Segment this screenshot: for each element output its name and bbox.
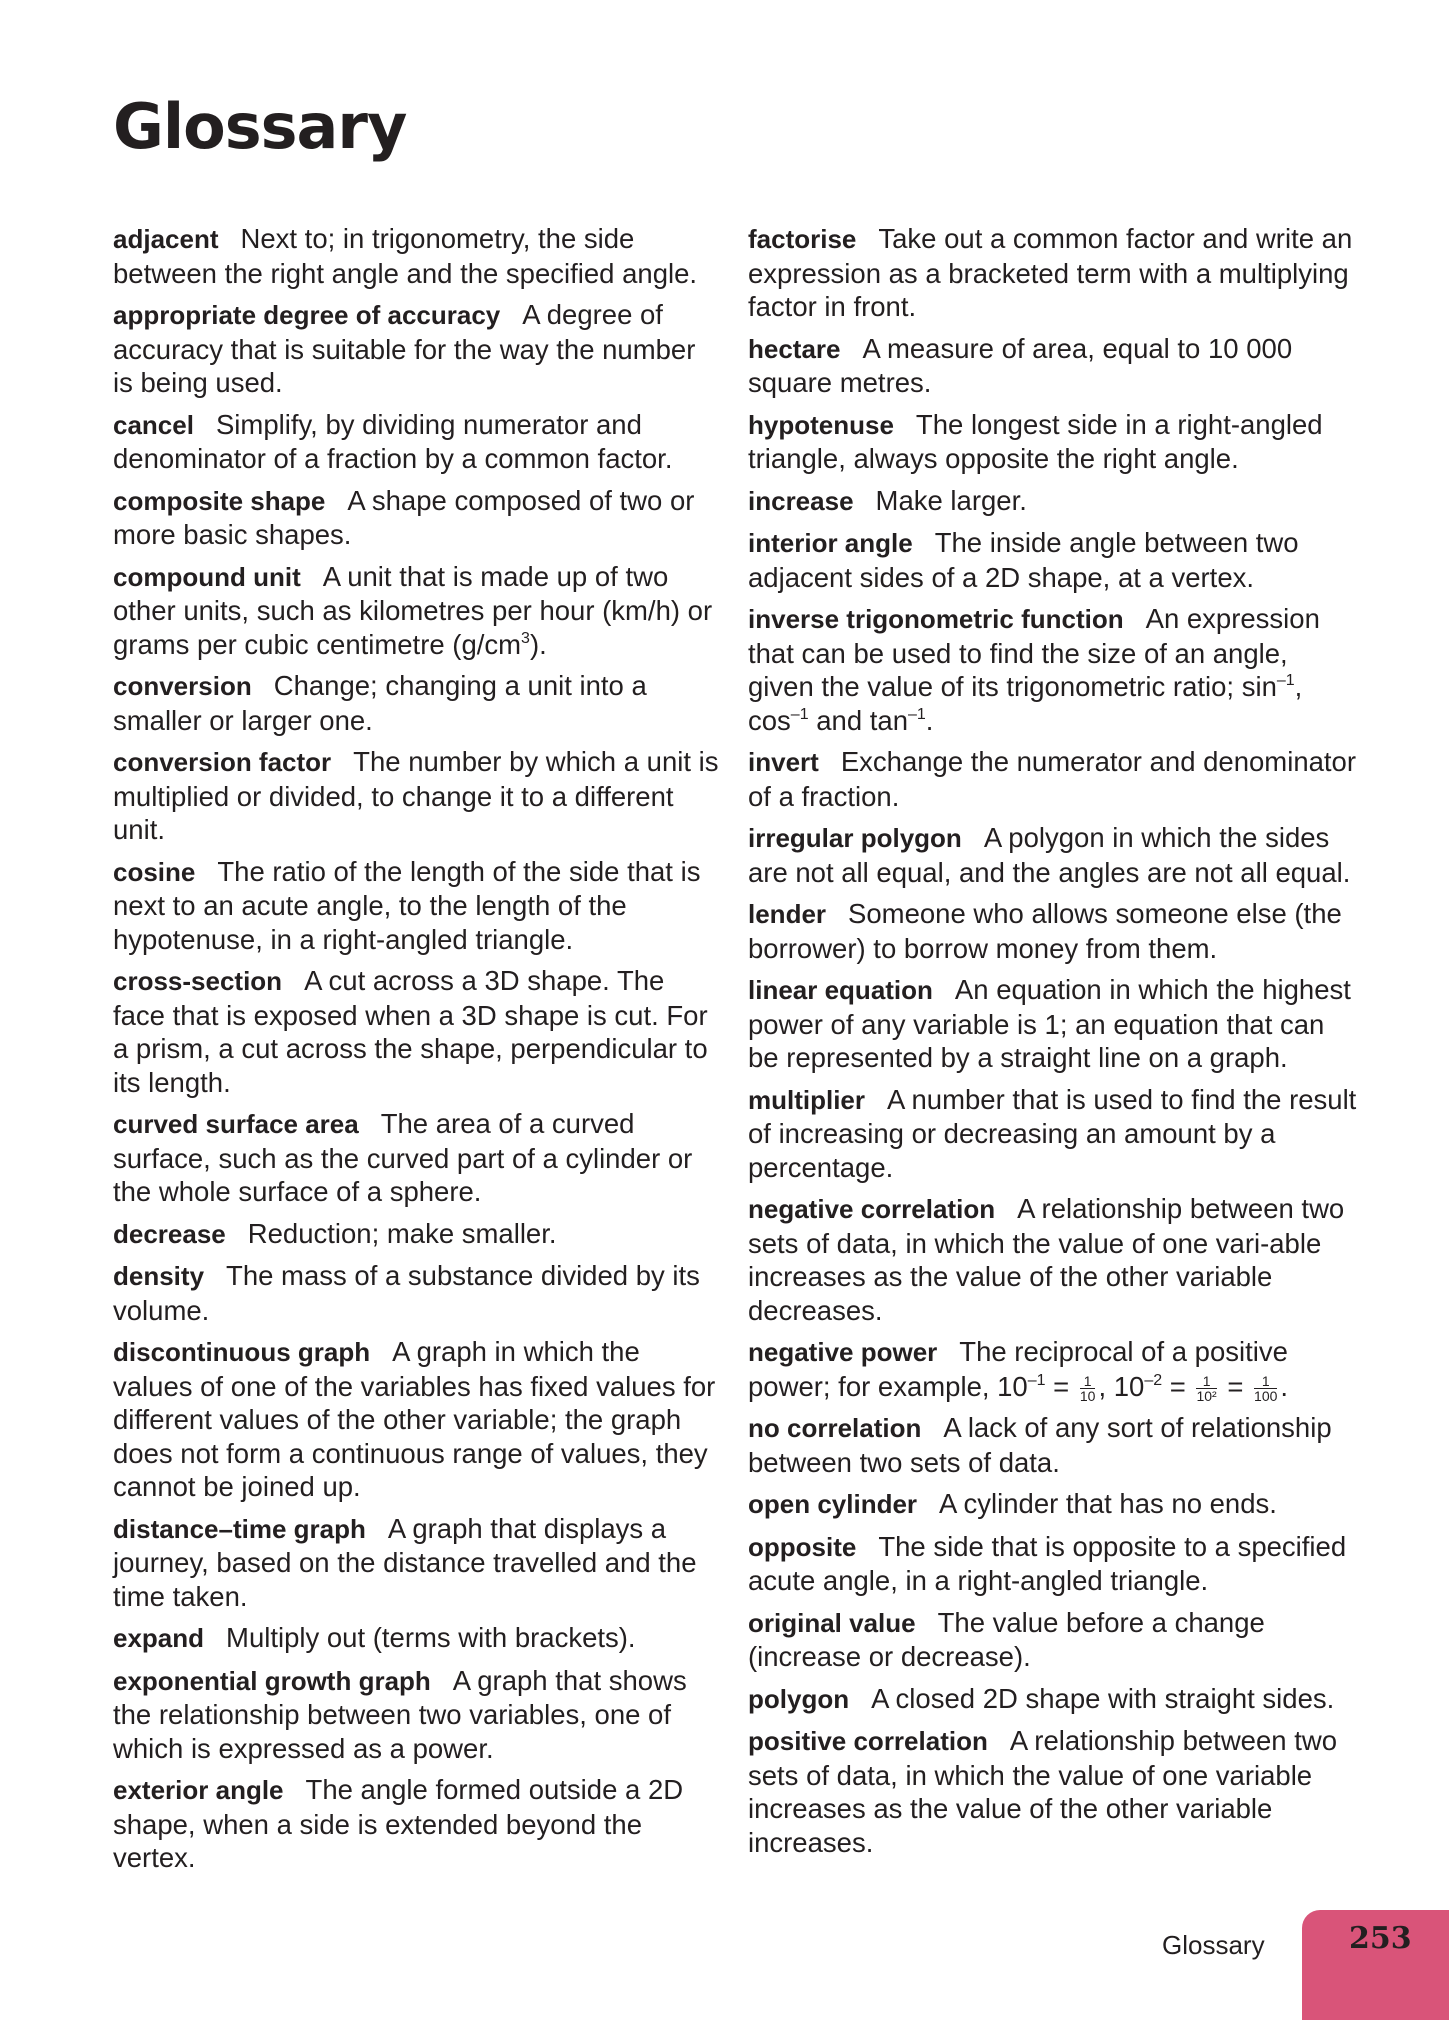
superscript: –1: [1027, 1371, 1046, 1389]
glossary-term: exterior angle: [113, 1775, 284, 1805]
glossary-entry-negative-power: [748, 1335, 1358, 1403]
glossary-entry-expand: [113, 1621, 719, 1656]
glossary-term: invert: [748, 747, 819, 777]
glossary-entry-distance-time-graph: [113, 1512, 719, 1614]
glossary-term: negative power: [748, 1337, 938, 1367]
glossary-term: conversion: [113, 671, 252, 701]
glossary-entry-no-correlation: [748, 1411, 1358, 1479]
glossary-entry-conversion-factor: [113, 745, 719, 847]
fraction-numerator: 1: [1254, 1374, 1277, 1389]
glossary-term: adjacent: [113, 224, 219, 254]
glossary-definition: A lack of any sort of relationship between two sets of data.: [748, 1412, 1332, 1478]
superscript: 3: [521, 629, 530, 647]
glossary-definition: A closed 2D shape with straight sides.: [871, 1682, 1335, 1714]
glossary-term: compound unit: [113, 561, 301, 592]
glossary-term: negative correlation: [748, 1194, 996, 1224]
glossary-term: density: [113, 1261, 205, 1291]
definition-part: and tan: [808, 704, 908, 736]
glossary-definition: An equation in which the highest power of any variable is 1; an equation that can be represented by a straight line on a graph.: [748, 974, 1351, 1073]
footer-section-label: Glossary: [1162, 1930, 1265, 1960]
glossary-definition: An expression that can be used to find the size of an angle, given the value of its trigonometric ratio; sin: [748, 603, 1320, 702]
glossary-term: appropriate degree of accuracy: [113, 300, 501, 330]
equals-sign: =: [1045, 1370, 1077, 1402]
glossary-definition: A unit that is made up of two other units, such as kilometres per hour (km/h) or grams per cubic centimetre (g/cm: [113, 560, 713, 660]
fraction-denominator: 100: [1254, 1387, 1278, 1404]
glossary-entry-discontinuous-graph: [113, 1335, 719, 1504]
glossary-definition: Reduction; make smaller.: [247, 1217, 557, 1249]
glossary-term: decrease: [113, 1218, 226, 1249]
page-title: Glossary: [113, 90, 407, 163]
glossary-entry-exponential-growth-graph: [113, 1664, 719, 1766]
glossary-term: hypotenuse: [748, 409, 894, 440]
glossary-entry-composite-shape: [113, 484, 719, 552]
glossary-entry-conversion: [113, 669, 719, 737]
glossary-entry-increase: [748, 484, 1358, 519]
glossary-definition: Take out a common factor and write an expression as a bracketed term with a multiplying factor in front.: [748, 223, 1353, 322]
glossary-entry-hypotenuse: [748, 408, 1358, 476]
fraction-denominator: 10: [1079, 1387, 1096, 1404]
glossary-left-column: [113, 222, 719, 1883]
superscript: –1: [790, 705, 809, 723]
glossary-entry-multiplier: [748, 1083, 1358, 1185]
superscript: –2: [1144, 1371, 1163, 1389]
glossary-term: conversion factor: [113, 747, 332, 777]
page-number: 253: [1349, 1921, 1412, 1956]
glossary-entry-open-cylinder: [748, 1487, 1358, 1522]
glossary-definition: A graph that shows the relationship between two variables, one of which is expressed as a power.: [113, 1664, 687, 1764]
glossary-definition: The area of a curved surface, such as the curved part of a cylinder or the whole surface of a sphere.: [113, 1108, 693, 1207]
glossary-entry-opposite: [748, 1530, 1358, 1598]
glossary-definition: Next to; in trigonometry, the side between the right angle and the specified angle.: [113, 223, 698, 289]
glossary-term: positive correlation: [748, 1726, 988, 1756]
glossary-definition: Simplify, by dividing numerator and denominator of a fraction by a common factor.: [113, 408, 673, 474]
glossary-definition: The side that is opposite to a specified acute angle, in a right-angled triangle.: [748, 1530, 1347, 1596]
glossary-definition: The angle formed outside a 2D shape, when a side is extended beyond the vertex.: [113, 1774, 684, 1873]
glossary-entry-adjacent: [113, 222, 719, 290]
glossary-definition: The number by which a unit is multiplied or divided, to change it to a different unit.: [113, 746, 719, 845]
glossary-definition: A cylinder that has no ends.: [939, 1488, 1277, 1519]
definition-tail: ).: [529, 628, 547, 660]
equals-sign: =: [1219, 1370, 1252, 1402]
glossary-definition: The ratio of the length of the side that is next to an acute angle, to the length of the hypotenuse, in a right-angled triangle.: [113, 855, 701, 955]
definition-tail: .: [1280, 1370, 1289, 1402]
glossary-entry-hectare: [748, 332, 1358, 400]
glossary-definition: Make larger.: [875, 484, 1027, 516]
glossary-term: irregular polygon: [748, 823, 962, 853]
glossary-term: cross-section: [113, 966, 283, 996]
fraction: [1080, 1374, 1096, 1403]
glossary-entry-interior-angle: [748, 526, 1358, 594]
glossary-entry-positive-correlation: [748, 1724, 1358, 1859]
glossary-definition: A number that is used to find the result of increasing or decreasing an amount by a percentage.: [748, 1083, 1357, 1183]
glossary-definition: A polygon in which the sides are not all equal, and the angles are not all equal.: [748, 822, 1351, 888]
glossary-term: lender: [748, 899, 827, 929]
glossary-term: increase: [748, 485, 854, 516]
glossary-entry-appropriate-degree-of-accuracy: [113, 298, 719, 400]
glossary-term: original value: [748, 1607, 916, 1638]
glossary-entry-polygon: [748, 1682, 1358, 1717]
glossary-term: interior angle: [748, 528, 913, 558]
glossary-definition: Change; changing a unit into a smaller or larger one.: [113, 670, 647, 736]
glossary-entry-lender: [748, 897, 1358, 965]
glossary-term: discontinuous graph: [113, 1337, 371, 1367]
glossary-definition: A measure of area, equal to 10 000 square metres.: [748, 332, 1293, 398]
glossary-term: inverse trigonometric function: [748, 604, 1124, 634]
glossary-term: cosine: [113, 856, 196, 887]
glossary-term: factorise: [748, 224, 857, 254]
glossary-definition: Exchange the numerator and denominator of a fraction.: [748, 746, 1357, 812]
definition-part: , cos: [748, 671, 1303, 736]
glossary-definition: A cut across a 3D shape. The face that is exposed when a 3D shape is cut. For a prism, a cut across the shape, perpendicular to its length.: [113, 965, 708, 1098]
glossary-term: expand: [113, 1623, 205, 1653]
glossary-term: distance–time graph: [113, 1513, 366, 1544]
glossary-definition: Multiply out (terms with brackets).: [226, 1622, 636, 1653]
glossary-term: hectare: [748, 333, 841, 364]
fraction-numerator: 1: [1080, 1374, 1096, 1389]
glossary-definition: A relationship between two sets of data, in which the value of one vari-able increases as the value of the other variable decreases.: [748, 1193, 1345, 1326]
definition-part: , 10: [1098, 1370, 1145, 1402]
fraction-numerator: 1: [1196, 1374, 1216, 1389]
glossary-definition: The reciprocal of a positive power; for example, 10: [748, 1336, 1288, 1402]
glossary-entry-compound-unit: [113, 560, 719, 662]
fraction-denominator: 10²: [1196, 1387, 1217, 1404]
glossary-definition: The longest side in a right-angled triangle, always opposite the right angle.: [748, 408, 1323, 474]
glossary-right-column: [748, 222, 1358, 1867]
glossary-definition: A shape composed of two or more basic shapes.: [113, 484, 695, 550]
glossary-definition: The value before a change (increase or decrease).: [748, 1606, 1265, 1672]
equals-sign: =: [1162, 1370, 1194, 1402]
fraction: [1196, 1374, 1216, 1403]
glossary-entry-curved-surface-area: [113, 1107, 719, 1209]
glossary-entry-invert: [748, 745, 1358, 813]
glossary-term: opposite: [748, 1531, 857, 1562]
definition-tail: .: [925, 704, 934, 736]
glossary-entry-inverse-trigonometric-function: [748, 602, 1358, 737]
glossary-entry-exterior-angle: [113, 1773, 719, 1875]
glossary-entry-irregular-polygon: [748, 821, 1358, 889]
glossary-entry-decrease: [113, 1217, 719, 1252]
glossary-entry-cross-section: [113, 964, 719, 1099]
fraction: [1254, 1374, 1277, 1403]
glossary-entry-cosine: [113, 855, 719, 957]
glossary-definition: A relationship between two sets of data, in which the value of one variable increases as the value of the other variable increases.: [748, 1725, 1337, 1858]
glossary-term: open cylinder: [748, 1489, 918, 1519]
glossary-entry-original-value: [748, 1606, 1358, 1674]
glossary-definition: Someone who allows someone else (the borrower) to borrow money from them.: [748, 898, 1342, 964]
glossary-term: curved surface area: [113, 1109, 359, 1139]
glossary-term: composite shape: [113, 485, 326, 516]
glossary-entry-density: [113, 1259, 719, 1327]
glossary-definition: A graph that displays a journey, based on the distance travelled and the time taken.: [113, 1512, 697, 1612]
glossary-entry-negative-correlation: [748, 1192, 1358, 1327]
glossary-definition: A graph in which the values of one of the variables has fixed values for different values of the other variable; the graph does not form a continuous range of values, they cannot be joined up.: [113, 1336, 716, 1502]
glossary-term: linear equation: [748, 975, 933, 1005]
glossary-term: exponential growth graph: [113, 1665, 431, 1696]
glossary-term: multiplier: [748, 1084, 866, 1115]
superscript: –1: [1276, 672, 1295, 689]
superscript: –1: [908, 705, 926, 723]
glossary-entry-linear-equation: [748, 973, 1358, 1075]
glossary-term: polygon: [748, 1683, 850, 1714]
glossary-definition: The mass of a substance divided by its volume.: [113, 1260, 700, 1326]
glossary-definition: The inside angle between two adjacent sides of a 2D shape, at a vertex.: [748, 527, 1299, 593]
glossary-term: cancel: [113, 409, 194, 440]
glossary-entry-cancel: [113, 408, 719, 476]
glossary-term: no correlation: [748, 1413, 922, 1443]
glossary-definition: A degree of accuracy that is suitable for the way the number is being used.: [113, 299, 696, 398]
glossary-entry-factorise: [748, 222, 1358, 324]
